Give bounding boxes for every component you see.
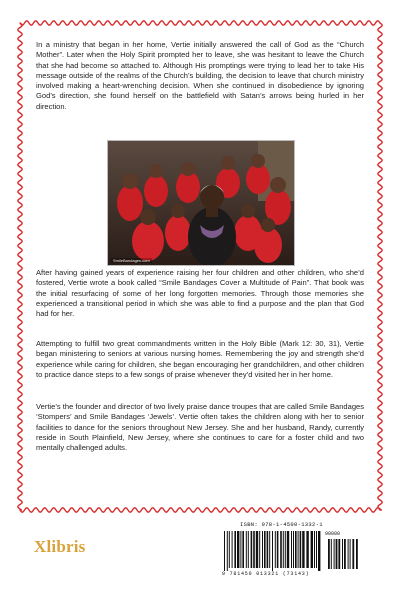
description-paragraph-1: In a ministry that began in her home, Vertie initially answered the call of God as the “Church Mother”. Later when the Holy Spirit prompted her to leave, she was hesitant to leave the Church that she had become so attached to. Although His promptings were trying to lead her to take His message outside of the realms of the Church’s building, the decision to leave that church ministry involved making a heart-wrenching decision. When she continued in disobedience by ignoring God’s direction, she found herself on the battlefield with Satan’s arrows being hurled in her direction. bbox=[36, 40, 364, 111]
group-photo bbox=[107, 140, 295, 266]
photo-credit: SmileBandages.com bbox=[113, 258, 150, 263]
barcode-addon: 90000 bbox=[325, 531, 341, 537]
publisher-logo: Xlibris bbox=[34, 537, 86, 556]
description-paragraph-4: Vertie’s the founder and director of two lively praise dance troupes that are called Smile Bandages ‘Stompers’ and Smile Bandages ‘Jewels’. Vertie often takes the children along with her to senior facilities to dance for the seniors throughout New Jersey. She and her husband, Randy, currently reside in South Plainfield, New Jersey, where she continues to care for a foster child and two mentally challenged adults. bbox=[36, 402, 364, 453]
isbn-number: ISBN: 978-1-4500-1332-1 bbox=[240, 521, 323, 528]
description-paragraph-3: Attempting to fulfill two great commandments written in the Holy Bible (Mark 12: 30, 31), Vertie began ministering to seniors at various nursing homes. Remembering the joy and strength she’d experience while caring for children, she began encouraging her grandchildren, and other children to practice dance steps to a few songs of praise whenever they’d visited her in her home. bbox=[36, 339, 364, 379]
barcode-number: 9 781450 013321 (73143) bbox=[222, 571, 310, 577]
barcode-icon bbox=[224, 531, 360, 571]
description-paragraph-2: After having gained years of experience raising her four children and other children, who she’d fostered, Vertie wrote a book called “Smile Bandages Cover a Multitude of Pain”. That book was the initial resurfacing of some of her long forgotten memories. Through those memories she experienced a transitional period in which she was able to find a purpose and the plan that God had for her. bbox=[36, 268, 364, 319]
